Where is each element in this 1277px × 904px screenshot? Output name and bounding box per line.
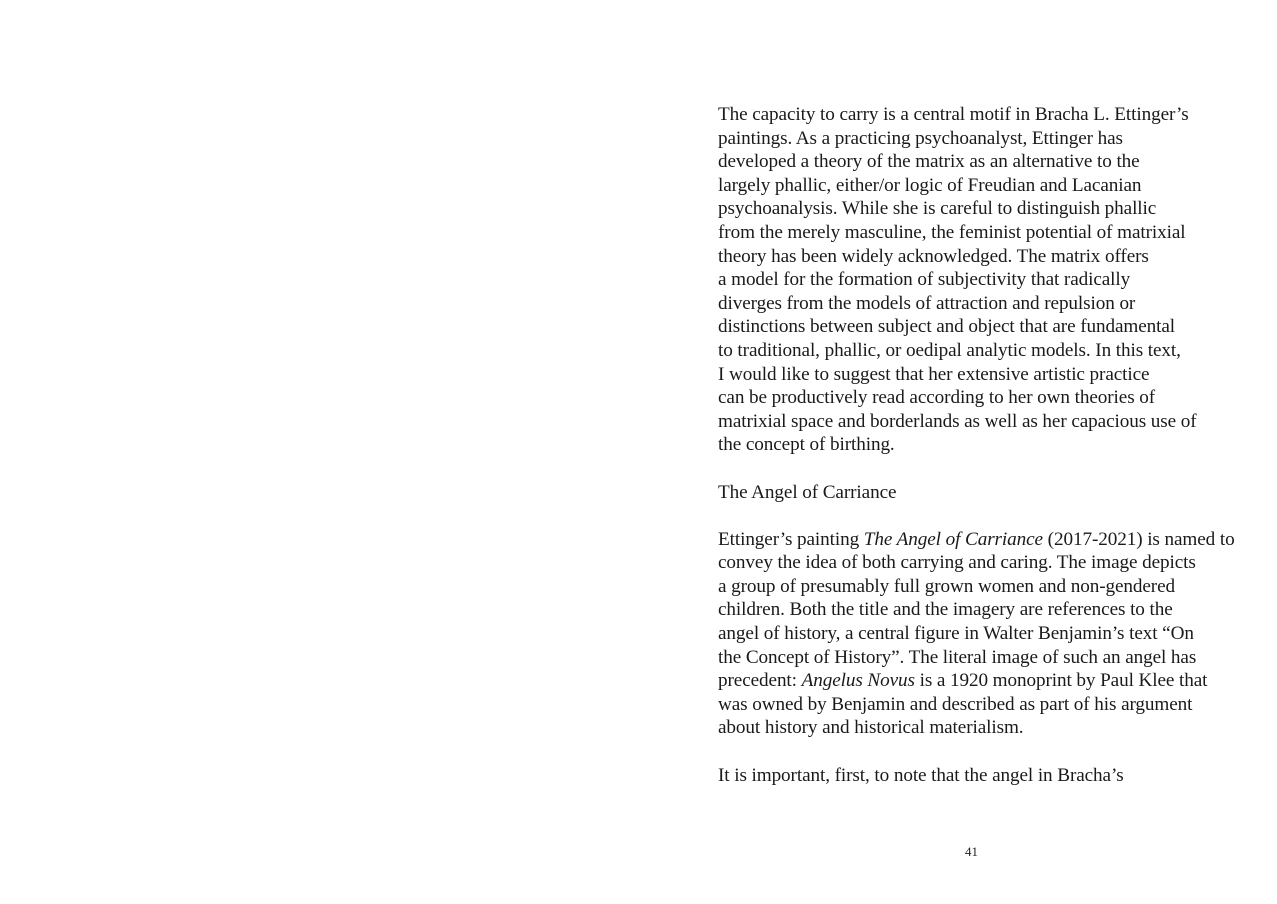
text-line: a group of presumably full grown women and non-gendered <box>718 575 1176 597</box>
artwork-title-italic: The Angel of Carriance <box>863 528 1043 550</box>
text-fragment: Ettinger’s painting <box>718 528 864 550</box>
paragraph-spacer <box>718 504 1228 528</box>
page-number: 41 <box>965 844 978 859</box>
text-line: diverges from the models of attraction and repulsion or <box>718 292 1136 314</box>
text-line: theory has been widely acknowledged. The matrix offers <box>718 245 1149 267</box>
artwork-title-italic: Angelus Novus <box>801 670 915 692</box>
text-line: The capacity to carry is a central motif in Bracha L. Ettinger’s <box>718 104 1189 125</box>
body-text <box>718 103 1235 787</box>
text-line: I would like to suggest that her extensive artistic practice <box>718 363 1150 385</box>
text-line: angel of history, a central figure in Walter Benjamin’s text “On <box>718 623 1194 645</box>
paragraph-intro <box>718 103 1228 457</box>
text-line <box>718 669 1228 693</box>
text-line: developed a theory of the matrix as an alternative to the <box>718 151 1140 173</box>
right-page <box>638 0 1277 904</box>
section-heading: The Angel of Carriance <box>718 481 897 503</box>
text-line: was owned by Benjamin and described as part of his argument <box>718 693 1193 715</box>
text-line: It is important, first, to note that the angel in Bracha’s <box>718 764 1124 786</box>
left-page-blank <box>0 0 638 904</box>
text-line: convey the idea of both carrying and caring. The image depicts <box>718 552 1196 574</box>
text-line: children. Both the title and the imagery are references to the <box>718 599 1173 621</box>
text-line <box>718 528 1235 552</box>
text-line: can be productively read according to her own theories of <box>718 387 1156 409</box>
text-line: paintings. As a practicing psychoanalyst, Ettinger has <box>718 127 1123 149</box>
text-line: psychoanalysis. While she is careful to distinguish phallic <box>718 198 1157 220</box>
text-fragment: precedent: <box>718 670 802 692</box>
text-line: the concept of birthing. <box>718 434 895 456</box>
text-fragment: is a 1920 monoprint by Paul Klee that <box>914 670 1208 692</box>
text-line: matrixial space and borderlands as well as her capacious use of <box>718 410 1197 432</box>
text-fragment: (2017-2021) is named to <box>1042 528 1235 550</box>
text-line: distinctions between subject and object that are fundamental <box>718 316 1176 338</box>
text-line: the Concept of History”. The literal image of such an angel has <box>718 646 1197 668</box>
paragraph-spacer <box>718 740 1228 764</box>
text-line: largely phallic, either/or logic of Freudian and Lacanian <box>718 174 1142 196</box>
text-line: about history and historical materialism. <box>718 717 1024 739</box>
text-line: to traditional, phallic, or oedipal analytic models. In this text, <box>718 339 1181 361</box>
text-line: from the merely masculine, the feminist potential of matrixial <box>718 221 1186 243</box>
paragraph-angel <box>718 528 1235 740</box>
text-line: a model for the formation of subjectivity that radically <box>718 269 1131 291</box>
paragraph-continuation <box>718 764 1228 788</box>
paragraph-spacer <box>718 457 1228 481</box>
